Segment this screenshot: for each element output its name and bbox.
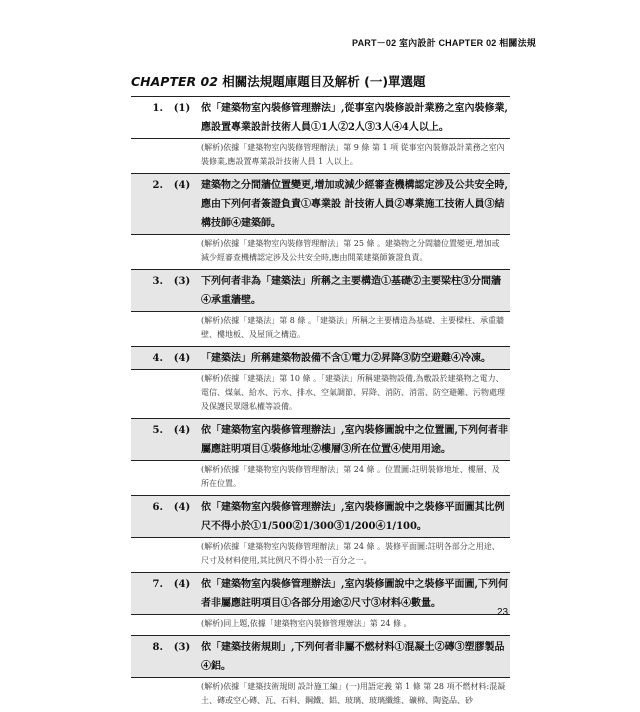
question-explanation: (解析)依據「建築技術規則 設計施工編」(一)用語定義 第 1 條 第 28 項不燃材料:混凝土、磚或空心磚、瓦、石料、鋼鐵、鋁、玻璃、玻璃纖維、礦棉、陶瓷品、砂 <box>201 682 506 705</box>
question-item <box>131 635 510 712</box>
question-text: 「建築法」所稱建築物設備不含①電力②昇降③防空避難④冷凍。 <box>201 353 491 364</box>
question-text: 依「建築物室內裝修管理辦法」,從事室內裝修設計業務之室內裝修業,應設置專業設計技術人員①1人②2人③3人④4人以上。 <box>201 103 508 133</box>
question-explanation: (解析)依據「建築法」第 10 條 。「建築法」所稱建築物設備,為敷設於建築物之電力、電信、煤氣、給水、污水、排水、空氣調節、昇降、消防、消雷、防空避難、污物處理及保護民眾隱私權等設備。 <box>201 374 505 411</box>
question-row <box>131 269 510 312</box>
question-number: 3. <box>152 276 163 287</box>
question-answer: (3) <box>173 642 191 653</box>
question-explanation: (解析)同上題,依據「建築物室內裝修管理辦法」第 24 條 。 <box>201 619 412 628</box>
question-item <box>131 173 510 269</box>
question-answer: (3) <box>173 276 191 287</box>
question-number: 2. <box>152 180 163 191</box>
question-number: 8. <box>152 642 163 653</box>
page-number: 23 <box>497 607 509 618</box>
question-row <box>131 346 510 370</box>
question-answer: (4) <box>173 180 191 191</box>
question-row <box>131 418 510 461</box>
question-number: 4. <box>152 353 163 364</box>
question-row <box>131 173 510 235</box>
question-number: 7. <box>152 579 163 590</box>
question-answer: (4) <box>173 502 191 513</box>
running-head: PART－02 室內設計 CHAPTER 02 相關法規 <box>352 38 536 48</box>
question-item <box>131 346 510 418</box>
question-item <box>131 572 510 635</box>
chapter-title-en: CHAPTER 02 <box>131 74 218 89</box>
question-row <box>131 495 510 538</box>
question-item <box>131 97 510 173</box>
question-item <box>131 495 510 572</box>
question-explanation: (解析)依據「建築物室內裝修管理辦法」第 9 條 第 1 項 從事室內裝修設計業務之室內裝修業,應設置專業設計技術人員 1 人以上。 <box>201 143 505 166</box>
question-answer: (4) <box>173 353 191 364</box>
question-explanation: (解析)依據「建築物室內裝修管理辦法」第 25 條 。建築物之分間牆位置變更,增加或減少經審查機構認定涉及公共安全時,應由開業建築師簽證負責。 <box>201 239 500 262</box>
question-number: 5. <box>152 425 163 436</box>
question-text: 依「建築物室內裝修管理辦法」,室內裝修圖說中之裝修平面圖其比例尺不得小於①1/500②1/300③1/200④1/100。 <box>201 502 505 532</box>
question-item <box>131 418 510 495</box>
question-row <box>131 572 510 615</box>
question-text: 下列何者非為「建築法」所稱之主要構造①基礎②主要梁柱③分間牆④承重牆壁。 <box>201 276 501 306</box>
question-text: 依「建築物室內裝修管理辦法」,室內裝修圖說中之裝修平面圖,下列何者非屬應註明項目①各部分用途②尺寸③材料④數量。 <box>201 579 508 609</box>
question-explanation: (解析)依據「建築物室內裝修管理辦法」第 24 條 。位置圖:註明裝修地址、樓層、及所在位置。 <box>201 465 500 488</box>
question-item <box>131 269 510 346</box>
question-answer: (4) <box>173 425 191 436</box>
question-text: 依「建築技術規則」,下列何者非屬不燃材料①混凝土②磚③塑膠製品④鋁。 <box>201 642 505 672</box>
question-text: 依「建築物室內裝修管理辦法」,室內裝修圖說中之位置圖,下列何者非屬應註明項目①裝修地址②樓層③所在位置④使用用途。 <box>201 425 508 455</box>
question-row <box>131 635 510 678</box>
question-text: 建築物之分間牆位置變更,增加或減少經審查機構認定涉及公共安全時,應由下列何者簽證負責①專業設 計技術人員②專業施工技術人員③結構技師④建築師。 <box>201 180 508 229</box>
question-row <box>131 97 510 139</box>
question-answer: (1) <box>173 103 191 114</box>
chapter-title-zh: 相關法規題庫題目及解析 (一)單選題 <box>222 74 426 89</box>
question-explanation: (解析)依據「建築物室內裝修管理辦法」第 24 條 。裝修平面圖:註明各部分之用途、尺寸及材料使用,其比例尺不得小於一百分之一。 <box>201 542 500 565</box>
question-list <box>131 96 510 712</box>
question-number: 1. <box>152 103 163 114</box>
chapter-title <box>131 72 426 90</box>
question-number: 6. <box>152 502 163 513</box>
question-answer: (4) <box>173 579 191 590</box>
question-explanation: (解析)依據「建築法」第 8 條 。「建築法」所稱之主要構造為基礎、主要樑柱、承重牆壁、樓地板、及屋頂之構造。 <box>201 316 504 339</box>
